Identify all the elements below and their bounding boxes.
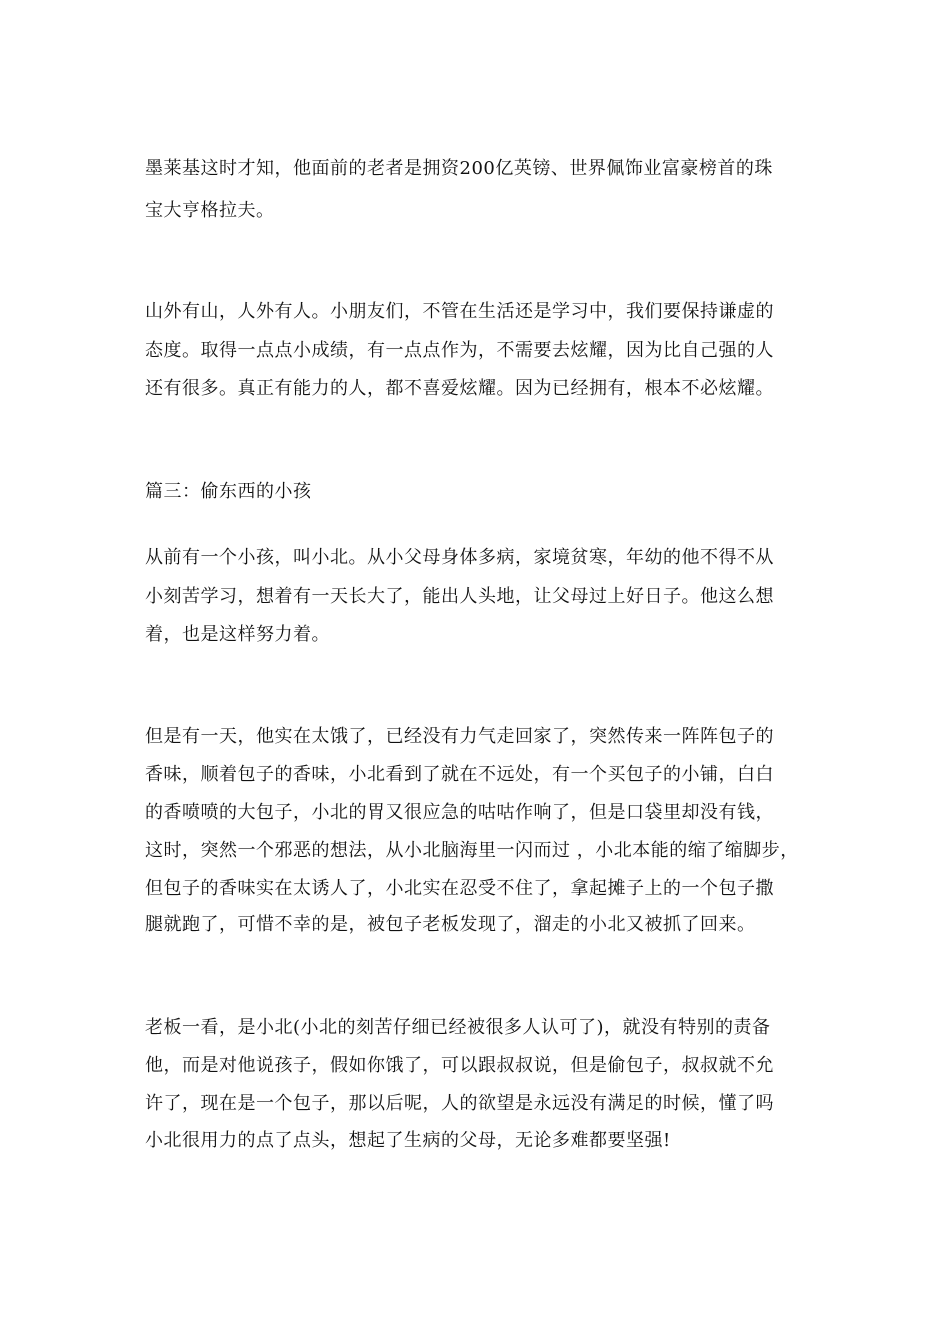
paragraph-5-line-4: 这时，突然一个邪恶的想法，从小北脑海里一闪而过 ，小北本能的缩了缩脚步， <box>145 840 799 861</box>
paragraph-4-line-3: 着，也是这样努力着。 <box>145 624 330 645</box>
paragraph-2-line-1: 山外有山，人外有人。小朋友们，不管在生活还是学习中，我们要保持谦虚的 <box>145 301 774 322</box>
paragraph-5-line-3: 的香喷喷的大包子，小北的胃又很应急的咕咕作响了，但是口袋里却没有钱， <box>145 802 774 823</box>
paragraph-5-line-1: 但是有一天，他实在太饿了，已经没有力气走回家了，突然传来一阵阵包子的 <box>145 726 774 747</box>
paragraph-6-line-1: 老板一看，是小北(小北的刻苦仔细已经被很多人认可了)，就没有特别的责备 <box>145 1017 771 1038</box>
paragraph-5-line-5: 但包子的香味实在太诱人了，小北实在忍受不住了，拿起摊子上的一个包子撒 <box>145 878 774 899</box>
paragraph-6-line-3: 许了，现在是一个包子，那以后呢，人的欲望是永远没有满足的时候，懂了吗 <box>145 1093 774 1114</box>
paragraph-5-line-2: 香味，顺着包子的香味，小北看到了就在不远处，有一个买包子的小铺，白白 <box>145 764 774 785</box>
paragraph-1-line-2: 宝大亨格拉夫。 <box>145 200 275 221</box>
paragraph-6-line-2: 他，而是对他说孩子，假如你饿了，可以跟叔叔说，但是偷包子，叔叔就不允 <box>145 1055 774 1076</box>
paragraph-4-line-2: 小刻苦学习，想着有一天长大了，能出人头地，让父母过上好日子。他这么想 <box>145 586 774 607</box>
paragraph-2-line-2: 态度。取得一点点小成绩，有一点点作为，不需要去炫耀，因为比自己强的人 <box>145 340 774 361</box>
paragraph-5-line-6: 腿就跑了，可惜不幸的是，被包子老板发现了，溜走的小北又被抓了回来。 <box>145 914 756 935</box>
paragraph-1-line-1: 墨莱基这时才知，他面前的老者是拥资200亿英镑、世界佩饰业富豪榜首的珠 <box>145 158 773 179</box>
section-heading: 篇三：偷东西的小孩 <box>145 481 312 502</box>
paragraph-6-line-4: 小北很用力的点了点头，想起了生病的父母，无论多难都要坚强! <box>145 1130 671 1151</box>
paragraph-4-line-1: 从前有一个小孩，叫小北。从小父母身体多病，家境贫寒，年幼的他不得不从 <box>145 547 774 568</box>
paragraph-2-line-3: 还有很多。真正有能力的人，都不喜爱炫耀。因为已经拥有，根本不必炫耀。 <box>145 378 774 399</box>
